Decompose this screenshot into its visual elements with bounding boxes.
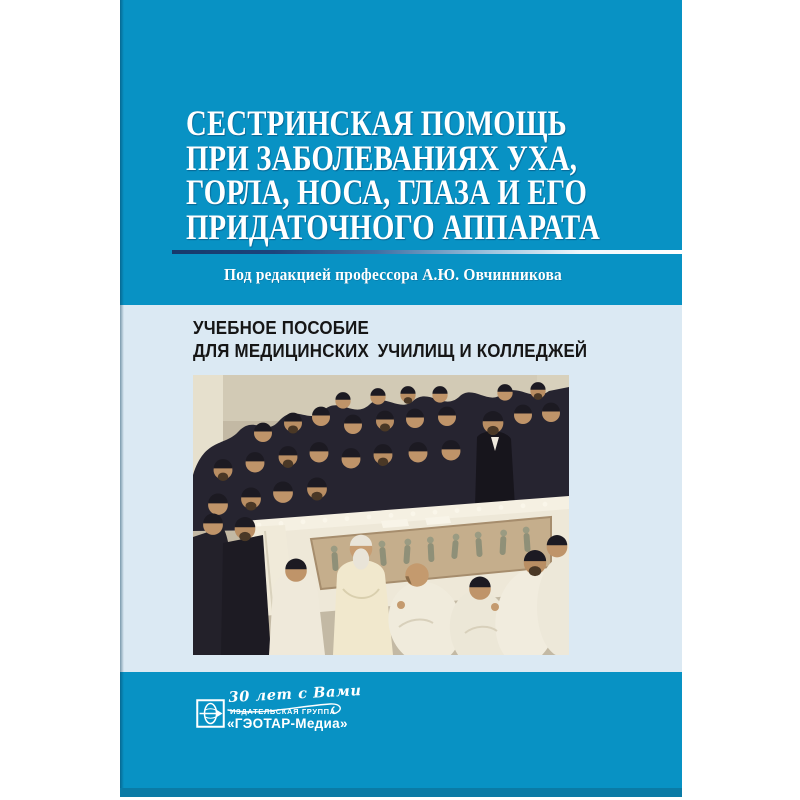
subtitle-band xyxy=(120,305,682,672)
subtitle-line-2: ДЛЯ МЕДИЦИНСКИХ УЧИЛИЩ И КОЛЛЕДЖЕЙ xyxy=(193,341,588,361)
gradient-divider-line xyxy=(172,250,682,254)
publisher-group-label: ИЗДАТЕЛЬСКАЯ ГРУППА xyxy=(230,707,336,716)
title-line-3: ГОРЛА, НОСА, ГЛАЗА И ЕГО xyxy=(186,172,588,212)
title-line-2: ПРИ ЗАБОЛЕВАНИЯХ УХА, xyxy=(186,137,578,178)
editor-credit-line: Под редакцией профессора А.Ю. Овчинникова xyxy=(224,265,563,284)
title-line-1: СЕСТРИНСКАЯ ПОМОЩЬ xyxy=(186,103,567,143)
book-title xyxy=(186,103,682,247)
subtitle-line-1: УЧЕБНОЕ ПОСОБИЕ xyxy=(193,318,369,338)
publisher-brand-name: «ГЭОТАР-Медиа» xyxy=(227,716,348,731)
cover-left-edge-shading xyxy=(120,0,124,797)
edition-subtitle xyxy=(193,317,587,363)
anniversary-script-text: 30 лет с Вами xyxy=(228,682,362,706)
title-line-4: ПРИДАТОЧНОГО АППАРАТА xyxy=(186,206,600,247)
cover-bottom-edge-shading xyxy=(120,788,682,797)
geotar-lens-arrow-icon xyxy=(196,699,225,728)
historical-photo xyxy=(193,375,569,655)
publisher-block xyxy=(196,682,396,747)
book-cover xyxy=(120,0,682,797)
